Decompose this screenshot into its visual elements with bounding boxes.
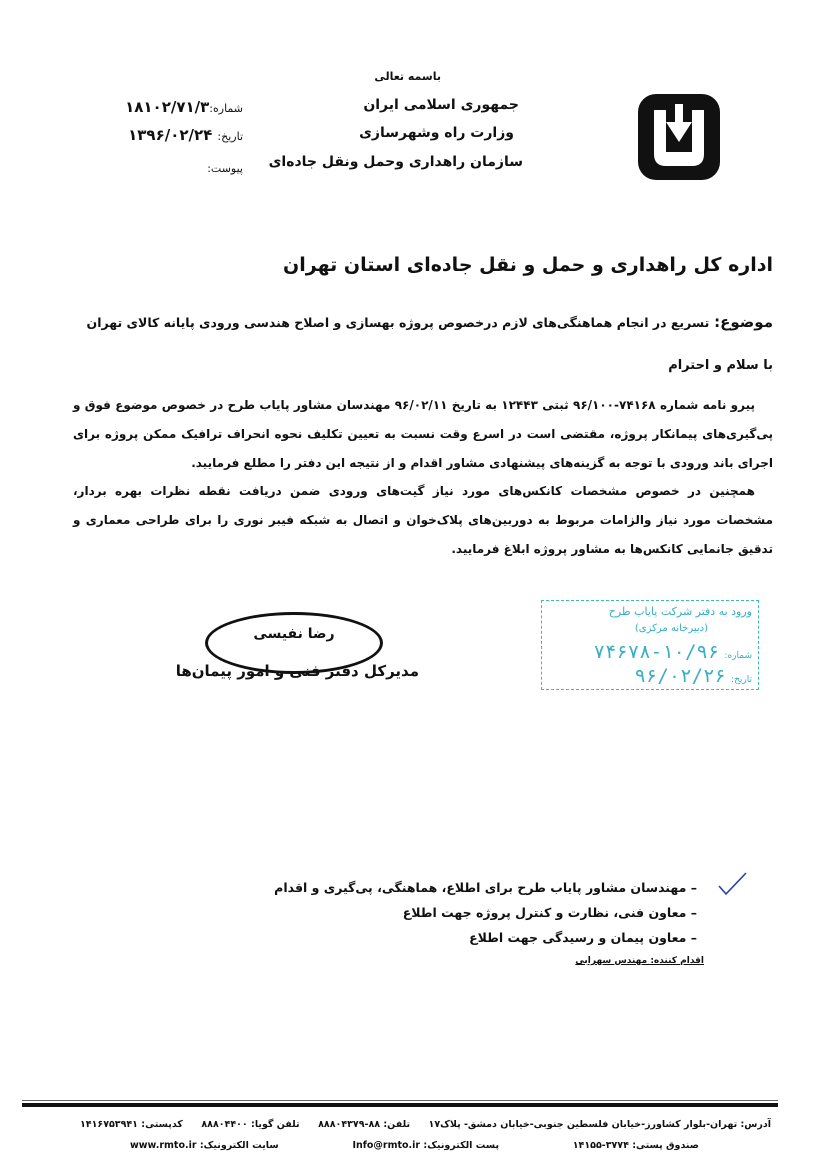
footer-divider-thin xyxy=(22,1100,778,1101)
footer-line-1 xyxy=(80,1119,771,1130)
stamp-line-1: ورود به دفتر شرکت پایاب طرح xyxy=(608,605,752,618)
greeting: با سلام و احترام xyxy=(668,358,773,373)
stamp-number-label: شماره: xyxy=(724,651,752,661)
subject-line xyxy=(73,313,773,331)
cc-item: – مهندسان مشاور پایاب طرح برای اطلاع، هماهنگی، پی‌گیری و اقدام xyxy=(274,880,697,895)
acted-by: اقدام کننده: مهندس سهرابی xyxy=(575,956,704,966)
footer-po-box: صندوق پستی: ۳۷۷۴-۱۴۱۵۵ xyxy=(572,1140,699,1151)
subject-label: موضوع: xyxy=(714,313,773,331)
footer-voice-phone: تلفن گویا: ۸۸۸۰۴۴۰۰ xyxy=(201,1119,300,1130)
attachment-label: پیوست: xyxy=(207,162,243,175)
number-value: ۱۸۱۰۲/۷۱/۳ xyxy=(125,98,210,116)
footer-divider xyxy=(22,1103,778,1107)
signatory-title: مدیرکل دفتر فنی و امور پیمان‌ها xyxy=(175,662,419,680)
date-label: تاریخ: xyxy=(217,130,243,143)
letter-number xyxy=(125,97,243,116)
footer-address: آدرس: تهران-بلوار کشاورز-خیابان فلسطین جنوبی-خیابان دمشق- پلاک۱۷ xyxy=(428,1119,771,1130)
cc-item: – معاون فنی، نظارت و کنترل پروژه جهت اطلاع xyxy=(402,905,697,920)
checkmark-icon xyxy=(716,870,748,898)
body-paragraph-1: پیرو نامه شماره ۷۴۱۶۸-۹۶/۱۰۰ ثبتی ۱۲۴۴۳ به تاریخ ۹۶/۰۲/۱۱ مهندسان مشاور پایاب طرح در خصوص موضوع فوق و پی‌گیری‌های پیمانکار پروژه، مقتضی است در اسرع وقت نسبت به تعیین تکلیف نحوه انحراف ترافیک ممکن پروژه برای اجرای باند ورودی با توجه به گزینه‌های پیشنهادی مشاور اقدام و از نتیجه این دفتر را مطلع فرمایید. xyxy=(73,398,773,470)
stamp-date-value: ۹۶/۰۲/۲۶ xyxy=(634,665,726,687)
recipient-heading: اداره کل راهداری و حمل و نقل جاده‌ای استان تهران xyxy=(283,254,773,276)
subject-text: تسریع در انجام هماهنگی‌های لازم درخصوص پروژه بهسازی و اصلاح هندسی ورودی پایانه کالای تهران xyxy=(86,315,710,330)
footer-line-2 xyxy=(130,1140,699,1151)
organization-name: سازمان راهداری وحمل ونقل جاده‌ای xyxy=(268,154,523,170)
received-stamp xyxy=(541,600,759,690)
footer-phone: تلفن: ۸۸-۸۸۸۰۴۳۷۹ xyxy=(318,1119,411,1130)
number-label: شماره: xyxy=(209,102,243,115)
stamp-date xyxy=(634,665,752,687)
footer-email[interactable]: پست الکترونیک: Info@rmto.ir xyxy=(352,1140,500,1151)
body-paragraph-2: همچنین در خصوص مشخصات کانکس‌های مورد نیاز گیت‌های ورودی ضمن دریافت نقطه نظرات بهره بردار، مشخصات مورد نیاز والزامات مربوط به دوربین‌های پلاک‌خوان و اتصال به شبکه فیبر نوری را برای طراحی معماری و تدقیق جانمایی کانکس‌ها به مشاور پروژه ابلاغ فرمایید. xyxy=(73,484,773,556)
stamp-number-value: ۱۰/۹۶-۷۴۶۷۸ xyxy=(593,641,720,663)
signatory-name: رضا نفیسی xyxy=(253,626,335,642)
ministry-name: وزارت راه وشهرسازی xyxy=(359,125,514,141)
footer-postal-code: کدپستی: ۱۴۱۶۷۵۳۹۴۱ xyxy=(80,1119,183,1130)
date-value: ۱۳۹۶/۰۲/۲۴ xyxy=(128,126,213,144)
stamp-date-label: تاریخ: xyxy=(731,675,752,685)
stamp-number xyxy=(593,641,752,663)
invocation: باسمه تعالی xyxy=(374,70,441,83)
footer-website[interactable]: سایت الکترونیک: www.rmto.ir xyxy=(130,1140,279,1151)
rmto-logo xyxy=(636,92,722,182)
stamp-line-2: (دبیرخانه مرکزی) xyxy=(634,623,708,634)
country-name: جمهوری اسلامی ایران xyxy=(363,97,519,113)
letter-date xyxy=(128,125,243,144)
cc-item: – معاون پیمان و رسیدگی جهت اطلاع xyxy=(469,930,697,945)
